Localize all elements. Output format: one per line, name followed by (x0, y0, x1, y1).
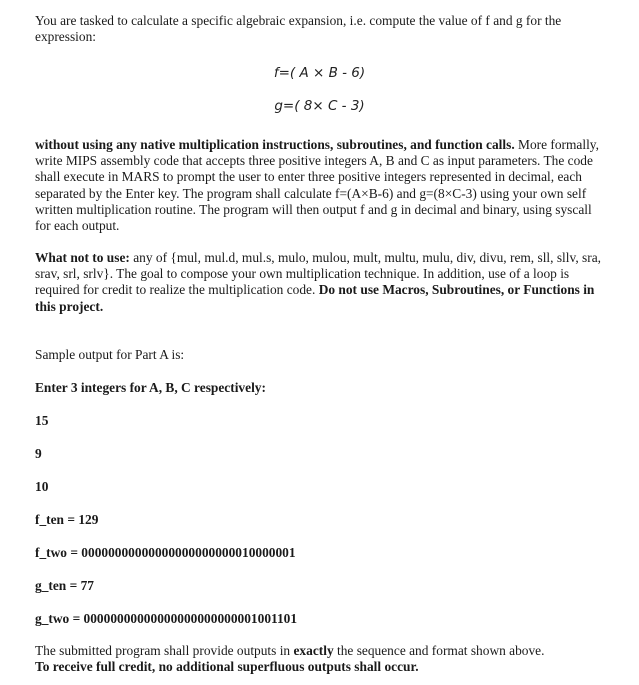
description-body: More formally, write MIPS assembly code that accepts three positive integers A, B and C as input parameters. The code shall execute in MARS to prompt the user to enter three positive integers represented in decimal, each separated by the Enter key. The program shall calculate f=(A×B-6) and g=(8×C-3) using your own self written multiplication routine. The program will then output f and g in decimal and binary, using syscall for each output. (35, 137, 599, 234)
restrictions-list: any of {mul, mul.d, mul.s, mulo, mulou, mult, multu, mulu, div, divu, rem, sll, sllv, sra, srav, srl, srlv}. The goal to compose your own multiplication technique. In addition, use of a loop is required for credit to realize the multiplication code. (35, 250, 601, 298)
sample-input-c: 10 (35, 479, 49, 494)
footer-text-1: The submitted program shall provide outputs in (35, 643, 294, 658)
footer-emph: exactly (293, 643, 334, 658)
intro-paragraph: You are tasked to calculate a specific algebraic expansion, i.e. compute the value of f and g for the expression: (35, 13, 562, 45)
restrictions-bold-lead: What not to use: (35, 250, 130, 265)
description-bold-lead: without using any native multiplication instructions, subroutines, and function calls. (35, 137, 515, 152)
sample-input-b: 9 (35, 446, 42, 461)
sample-g-ten: g_ten = 77 (35, 578, 94, 593)
restrictions-bold-tail: Do not use Macros, Subroutines, or Functions in this project. (35, 282, 595, 314)
footer-text-2: the sequence and format shown above. (333, 643, 545, 658)
sample-f-ten: f_ten = 129 (35, 512, 99, 527)
footer-line-2: To receive full credit, no additional superfluous outputs shall occur. (35, 659, 419, 674)
formula-g: g=( 8× C - 3) (274, 98, 365, 114)
footer-line-1 (35, 643, 544, 659)
description-paragraph (35, 137, 605, 234)
sample-prompt: Enter 3 integers for A, B, C respectively: (35, 380, 266, 395)
restrictions-paragraph (35, 250, 605, 315)
sample-f-two: f_two = 00000000000000000000000010000001 (35, 545, 296, 560)
formula-f: f=( A × B - 6) (273, 65, 366, 81)
sample-heading: Sample output for Part A is: (35, 347, 185, 362)
sample-input-a: 15 (35, 413, 49, 428)
sample-g-two: g_two = 00000000000000000000000001001101 (35, 611, 298, 626)
